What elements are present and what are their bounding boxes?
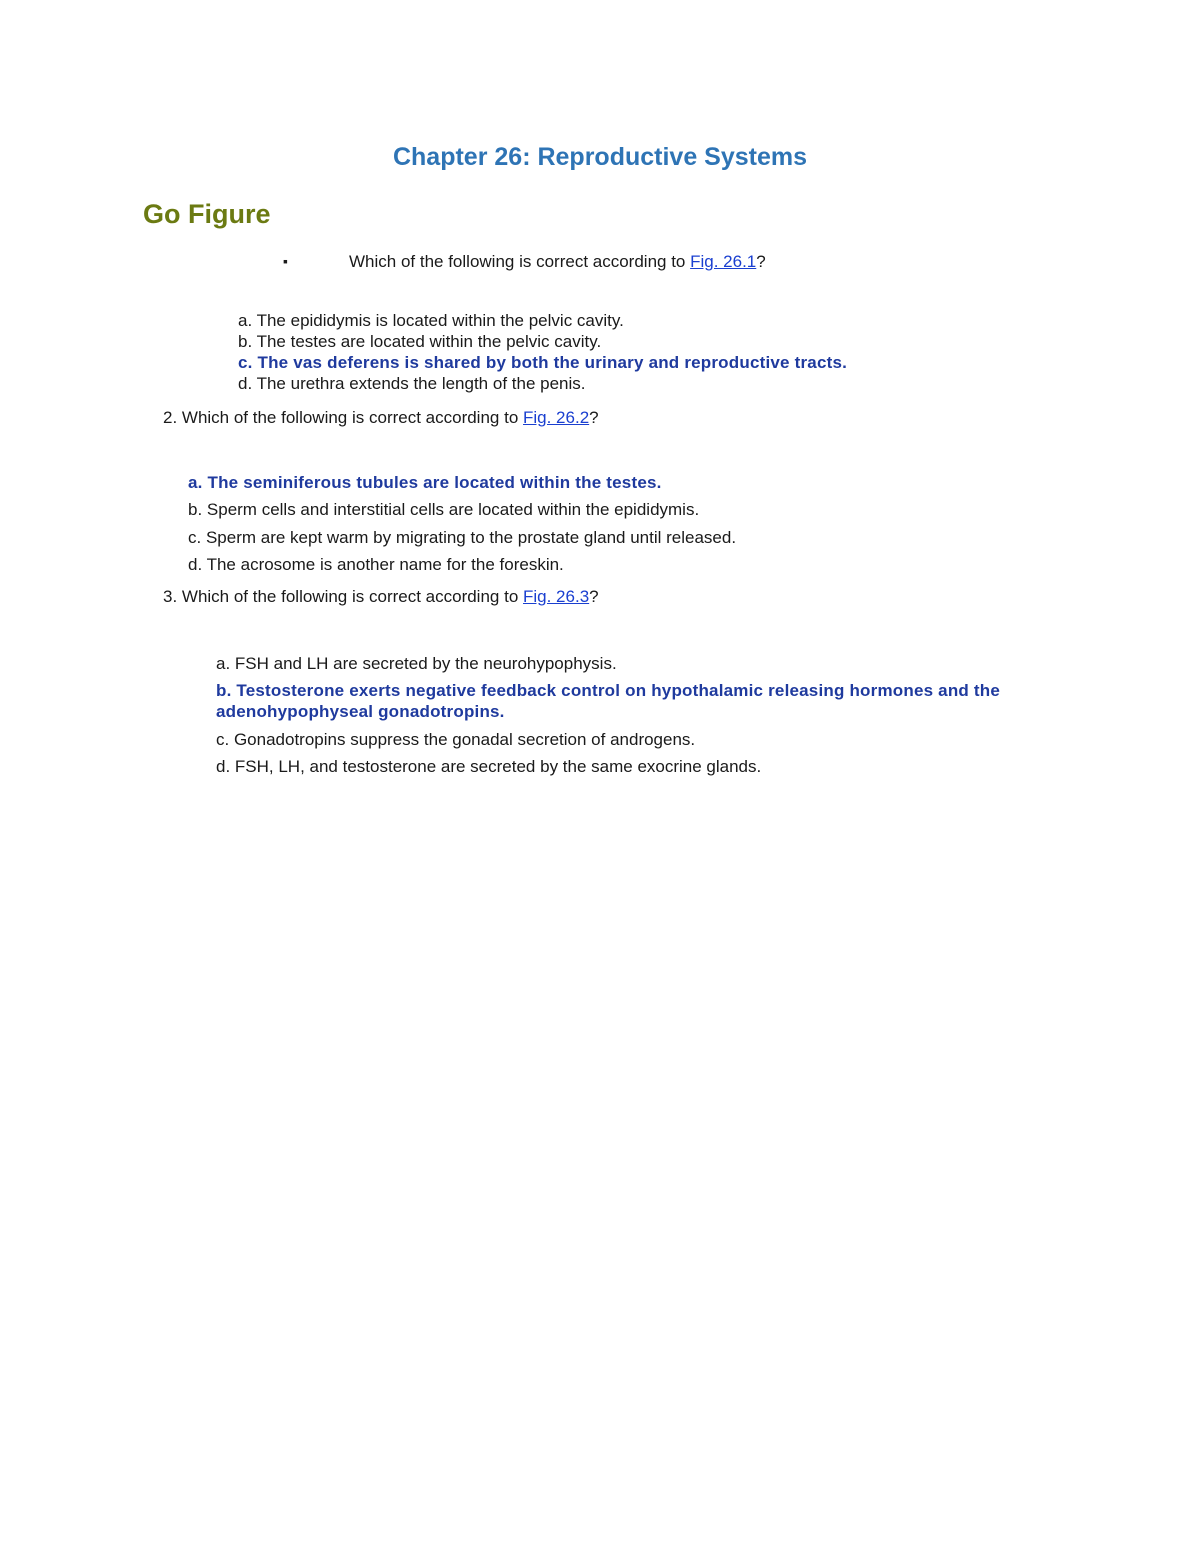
question-2-text: 2. Which of the following is correct according to — [163, 408, 523, 427]
q3-option-d: d. FSH, LH, and testosterone are secreted by the same exocrine glands. — [216, 757, 762, 776]
fig-26-2-link[interactable]: Fig. 26.2 — [523, 408, 590, 427]
q3-option-c: c. Gonadotropins suppress the gonadal secretion of androgens. — [216, 730, 696, 749]
section-title: Go Figure — [143, 199, 271, 229]
q3-option-b-answer-line1: b. Testosterone exerts negative feedback control on hypothalamic releasing hormones and the — [216, 681, 1001, 700]
question-1-suffix: ? — [756, 252, 766, 271]
question-3-suffix: ? — [589, 587, 599, 606]
q1-option-d: d. The urethra extends the length of the penis. — [238, 374, 586, 393]
question-1-text: Which of the following is correct according to — [349, 252, 691, 271]
question-2-suffix: ? — [589, 408, 599, 427]
fig-26-3-link[interactable]: Fig. 26.3 — [523, 587, 590, 606]
q2-option-a-answer: a. The seminiferous tubules are located within the testes. — [188, 473, 662, 492]
q1-option-c-answer: c. The vas deferens is shared by both the urinary and reproductive tracts. — [238, 353, 848, 372]
question-1 — [349, 251, 766, 272]
q3-option-b-answer-line2: adenohypophyseal gonadotropins. — [216, 702, 505, 721]
fig-26-1-link[interactable]: Fig. 26.1 — [690, 252, 757, 271]
q1-option-a: a. The epididymis is located within the pelvic cavity. — [238, 311, 624, 330]
q1-option-b: b. The testes are located within the pelvic cavity. — [238, 332, 602, 351]
q3-option-a: a. FSH and LH are secreted by the neurohypophysis. — [216, 654, 617, 673]
q2-option-b: b. Sperm cells and interstitial cells are located within the epididymis. — [188, 500, 700, 519]
chapter-title: Chapter 26: Reproductive Systems — [392, 143, 808, 171]
question-2 — [163, 407, 599, 428]
q2-option-c: c. Sperm are kept warm by migrating to the prostate gland until released. — [188, 528, 737, 547]
question-3-text: 3. Which of the following is correct according to — [163, 587, 523, 606]
bullet-icon: ▪ — [283, 253, 288, 269]
q2-option-d: d. The acrosome is another name for the foreskin. — [188, 555, 564, 574]
question-3 — [163, 586, 599, 607]
